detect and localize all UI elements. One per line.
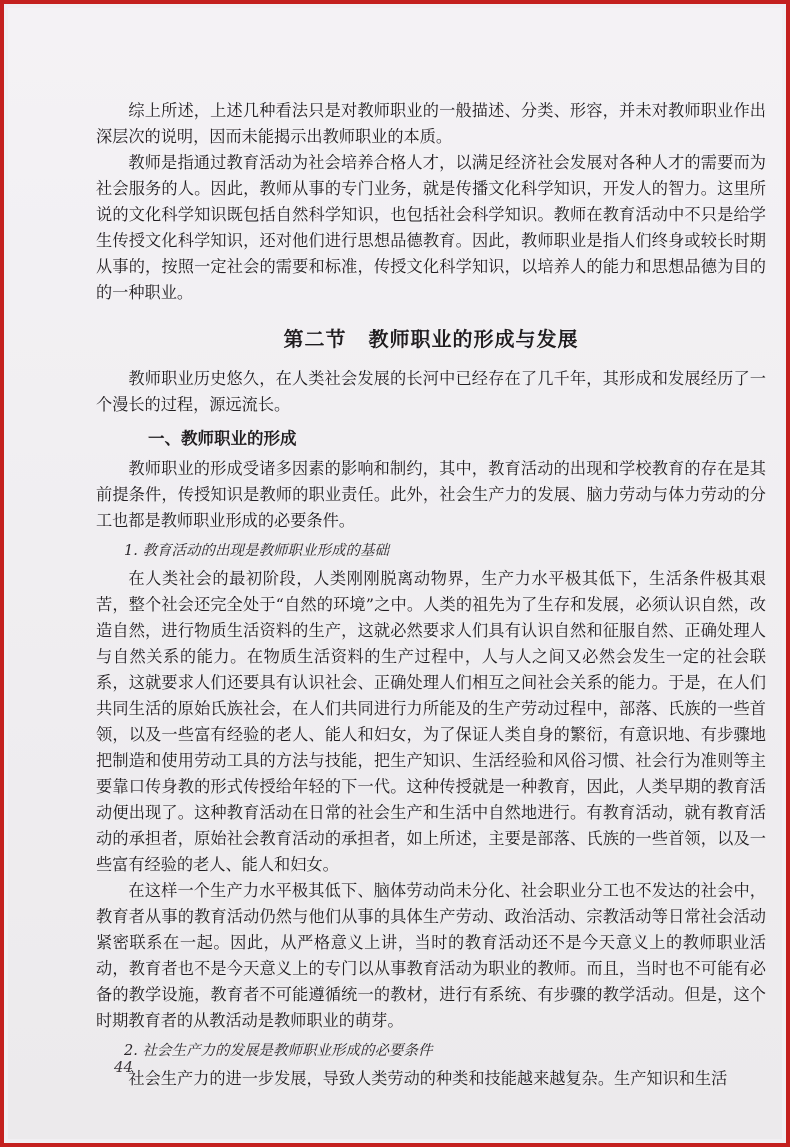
- paragraph-point2-a: 社会生产力的进一步发展，导致人类劳动的种类和技能越来越复杂。生产知识和生活: [128, 1069, 728, 1088]
- page-content: [96, 98, 766, 1092]
- section-heading: [96, 326, 766, 352]
- page-number: 44: [114, 1058, 134, 1076]
- paragraph-point1-b: 在这样一个生产力水平极其低下、脑体劳动尚未分化、社会职业分工也不发达的社会中，教育者从事的教育活动仍然与他们从事的具体生产劳动、政治活动、宗教活动等日常社会活动紧密联系在一起。因此，从严格意义上讲，当时的教育活动还不是今天意义上的教师职业活动，教育者也不是今天意义上的专门以从事教育活动为职业的教师。而且，当时也不可能有必备的教学设施，教育者不可能遵循统一的教材，进行有系统、有步骤的教学活动。但是，这个时期教育者的从教活动是教师职业的萌芽。: [96, 881, 766, 1030]
- paragraph-point1-a: 在人类社会的最初阶段，人类刚刚脱离动物界，生产力水平极其低下，生活条件极其艰苦，整个社会还完全处于“自然的环境”之中。人类的祖先为了生存和发展，必须认识自然，改造自然，进行物质生活资料的生产，这就必然要求人们具有认识自然和征服自然、正确处理人与自然关系的能力。在物质生活资料的生产过程中，人与人之间又必然会发生一定的社会联系，这就要求人们还要具有认识社会、正确处理人们相互之间社会关系的能力。于是，在人们共同生活的原始氏族社会，在人们共同进行力所能及的生产劳动过程中，部落、氏族的一些首领，以及一些富有经验的老人、能人和妇女，为了保证人类自身的繁衍，有意识地、有步骤地把制造和使用劳动工具的方法与技能，把生产知识、生活经验和风俗习惯、社会行为准则等主要靠口传身教的形式传授给年轻的下一代。这种传授就是一种教育，因此，人类早期的教育活动便出现了。这种教育活动在日常的社会生产和生活中自然地进行。有教育活动，就有教育活动的承担者，原始社会教育活动的承担者，如上所述，主要是部落、氏族的一些首领，以及一些富有经验的老人、能人和妇女。: [96, 569, 766, 874]
- section-title: 教师职业的形成与发展: [368, 327, 579, 351]
- point-2-heading: 2. 社会生产力的发展是教师职业形成的必要条件: [124, 1043, 433, 1059]
- section-number: 第二节: [283, 327, 347, 351]
- subsection-heading: 一、教师职业的形成: [148, 429, 297, 448]
- point-1-heading: 1. 教育活动的出现是教师职业形成的基础: [124, 543, 389, 559]
- paragraph-teacher-definition: 教师是指通过教育活动为社会培养合格人才，以满足经济社会发展对各种人才的需要而为社会服务的人。因此，教师从事的专门业务，就是传播文化科学知识，开发人的智力。这里所说的文化科学知识既包括自然科学知识，也包括社会科学知识。教师在教育活动中不只是给学生传授文化科学知识，还对他们进行思想品德教育。因此，教师职业是指人们终身或较长时期从事的，按照一定社会的需要和标准，传授文化科学知识，以培养人的能力和思想品德为目的的一种职业。: [96, 153, 766, 302]
- paragraph-subsection-intro: 教师职业的形成受诸多因素的影响和制约，其中，教育活动的出现和学校教育的存在是其前提条件，传授知识是教师的职业责任。此外，社会生产力的发展、脑力劳动与体力劳动的分工也都是教师职业形成的必要条件。: [96, 459, 766, 530]
- paragraph-section-intro: 教师职业历史悠久，在人类社会发展的长河中已经存在了几千年，其形成和发展经历了一个漫长的过程，源远流长。: [96, 369, 766, 414]
- paragraph-summary: 综上所述，上述几种看法只是对教师职业的一般描述、分类、形容，并未对教师职业作出深层次的说明，因而未能揭示出教师职业的本质。: [96, 101, 766, 146]
